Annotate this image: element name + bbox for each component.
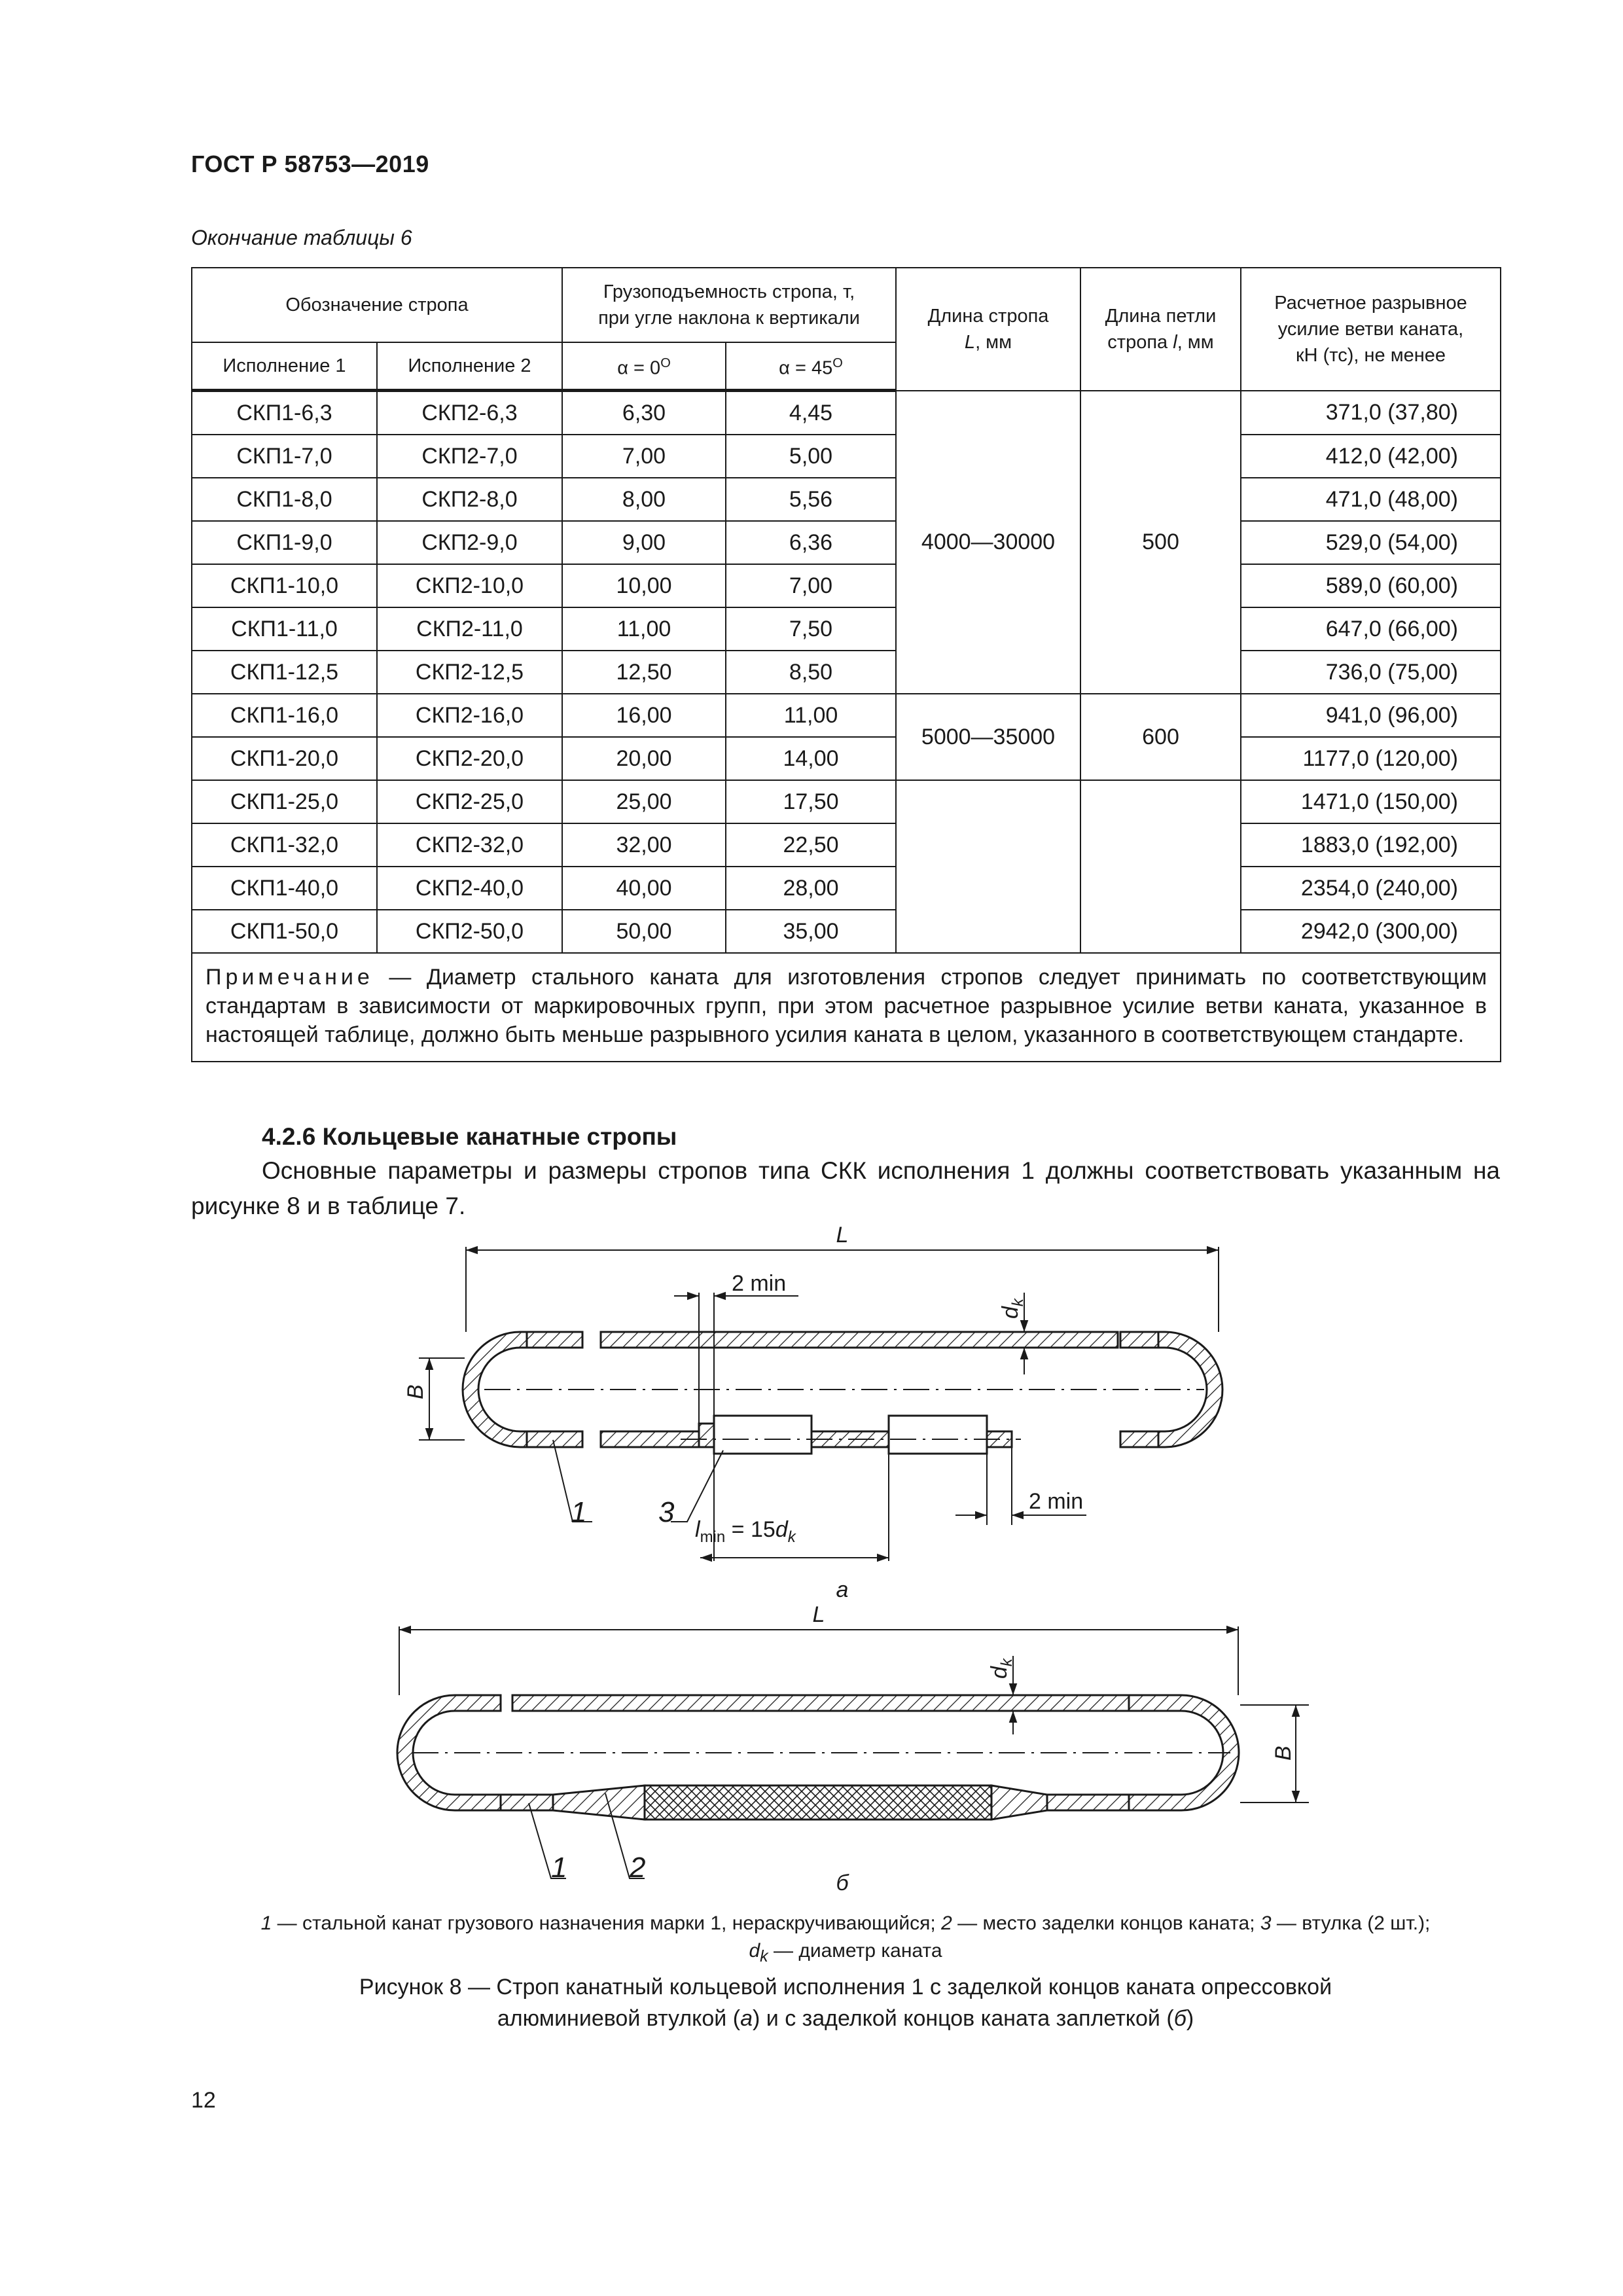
cell-a45: 7,00 [726,564,896,607]
cell-a0: 12,50 [562,651,726,694]
table-continuation-label: Окончание таблицы 6 [191,226,412,249]
label-2-b: 2 [630,1852,646,1884]
cell-v2: СКП2-11,0 [377,607,562,651]
cell-v1: СКП1-11,0 [192,607,377,651]
cell-force: 1177,0 (120,00) [1241,737,1501,780]
label-1: 1 [571,1496,587,1528]
col-version-1: Исполнение 1 [192,342,377,391]
cell-a45: 7,50 [726,607,896,651]
cell-v1: СКП1-12,5 [192,651,377,694]
cell-v1: СКП1-7,0 [192,435,377,478]
cell-a0: 7,00 [562,435,726,478]
cell-v2: СКП2-7,0 [377,435,562,478]
figure-8b-drawing [397,1626,1309,1878]
cell-v2: СКП2-32,0 [377,823,562,867]
cell-loop-group-1: 500 [1080,391,1241,694]
label-2min-top: 2 min [732,1271,787,1296]
figure-8a-labels [403,1223,1083,1602]
cell-v1: СКП1-6,3 [192,391,377,435]
col-force: Расчетное разрывное усилие ветви каната, кН (тс), не менее [1241,268,1501,391]
cell-loop-group-2: 600 [1080,694,1241,780]
cell-v2: СКП2-16,0 [377,694,562,737]
cell-v1: СКП1-8,0 [192,478,377,521]
cell-a45: 35,00 [726,910,896,953]
cell-force: 736,0 (75,00) [1241,651,1501,694]
cell-v2: СКП2-8,0 [377,478,562,521]
cell-length-group-2: 5000—35000 [896,694,1080,780]
col-designation: Обозначение стропа [192,268,562,342]
figure-8a-drawing [419,1247,1222,1561]
cell-v1: СКП1-16,0 [192,694,377,737]
cell-v2: СКП2-6,3 [377,391,562,435]
cell-a0: 8,00 [562,478,726,521]
col-version-2: Исполнение 2 [377,342,562,391]
label-3: 3 [658,1496,675,1528]
cell-v2: СКП2-9,0 [377,521,562,564]
figure-caption: Рисунок 8 — Строп канатный кольцевой исполнения 1 с заделкой концов каната опрессовкой алюминиевой втулкой (а) и с заделкой концов каната заплеткой (б) [359,1975,1332,2031]
label-lmin: $l_{min} = 15d_k$ [695,1517,796,1546]
cell-a45: 11,00 [726,694,896,737]
cell-v1: СКП1-9,0 [192,521,377,564]
label-dk-b: $d_k$ [987,1659,1016,1679]
col-capacity: Грузоподъемность стропа, т, при угле наклона к вертикали [562,268,896,342]
cell-a45: 5,00 [726,435,896,478]
cell-force: 412,0 (42,00) [1241,435,1501,478]
cell-force: 647,0 (66,00) [1241,607,1501,651]
cell-force: 529,0 (54,00) [1241,521,1501,564]
cell-a45: 6,36 [726,521,896,564]
label-dk: $d_k$ [998,1299,1027,1319]
cell-v2: СКП2-10,0 [377,564,562,607]
note-text: — Диаметр стального каната для изготовления стропов следует принимать по соответствующим стандартам в зависимости от маркировочных групп, при этом расчетное разрывное усилие ветви каната, указанное в настоящей таблице, должно быть меньше разрывного усилия каната в целом, указанного в соответствующем стандарте. [205,965,1487,1047]
cell-a45: 4,45 [726,391,896,435]
cell-a45: 28,00 [726,867,896,910]
cell-a0: 10,00 [562,564,726,607]
label-B-b: B [1271,1746,1296,1761]
figure-legend: 1 — стальной канат грузового назначения марки 1, нераскручивающийся; 2 — место заделки концов каната; 3 — втулка (2 шт.); $d_k$ — диаметр каната [260,1912,1431,1965]
cell-a0: 40,00 [562,867,726,910]
cell-a45: 8,50 [726,651,896,694]
col-loop: Длина петли стропа l, мм [1080,268,1241,391]
label-L-b: L [812,1602,825,1627]
cell-v1: СКП1-32,0 [192,823,377,867]
cell-v2: СКП2-12,5 [377,651,562,694]
label-2min-bottom: 2 min [1029,1489,1084,1514]
cell-a0: 50,00 [562,910,726,953]
col-alpha-45: $\alpha = 45^О$ [726,342,896,391]
cell-a0: 20,00 [562,737,726,780]
cell-force: 589,0 (60,00) [1241,564,1501,607]
cell-a0: 25,00 [562,780,726,823]
cell-v1: СКП1-40,0 [192,867,377,910]
cell-v2: СКП2-25,0 [377,780,562,823]
cell-force: 1883,0 (192,00) [1241,823,1501,867]
cell-v2: СКП2-20,0 [377,737,562,780]
cell-v1: СКП1-10,0 [192,564,377,607]
cell-force: 471,0 (48,00) [1241,478,1501,521]
sublabel-a: а [836,1577,849,1602]
note-label: Примечание [205,965,374,990]
cell-a0: 32,00 [562,823,726,867]
cell-v1: СКП1-50,0 [192,910,377,953]
cell-a45: 22,50 [726,823,896,867]
section-body: Основные параметры и размеры стропов типа СКК исполнения 1 должны соответствовать указанным на рисунке 8 и в таблице 7. [191,1157,1500,1219]
label-L: L [836,1223,849,1247]
document-id: ГОСТ Р 58753—2019 [191,151,429,177]
cell-a0: 16,00 [562,694,726,737]
cell-a45: 5,56 [726,478,896,521]
cell-a0: 6,30 [562,391,726,435]
label-B: B [403,1384,428,1399]
col-alpha-0: $\alpha = 0^О$ [562,342,726,391]
cell-force: 1471,0 (150,00) [1241,780,1501,823]
cell-force: 2942,0 (300,00) [1241,910,1501,953]
cell-a0: 9,00 [562,521,726,564]
page-number: 12 [191,2088,216,2113]
sublabel-b: б [836,1871,849,1895]
cell-v2: СКП2-50,0 [377,910,562,953]
cell-a0: 11,00 [562,607,726,651]
figure-8b-labels [551,1602,1296,1895]
cell-a45: 17,50 [726,780,896,823]
label-1-b: 1 [551,1852,567,1884]
cell-force: 371,0 (37,80) [1241,391,1501,435]
section-heading: 4.2.6 Кольцевые канатные стропы [262,1123,677,1150]
cell-force: 941,0 (96,00) [1241,694,1501,737]
cell-v1: СКП1-25,0 [192,780,377,823]
cell-a45: 14,00 [726,737,896,780]
col-length: Длина стропа L, мм [896,268,1080,391]
cell-force: 2354,0 (240,00) [1241,867,1501,910]
cell-v2: СКП2-40,0 [377,867,562,910]
cell-length-group-1: 4000—30000 [896,391,1080,694]
cell-v1: СКП1-20,0 [192,737,377,780]
